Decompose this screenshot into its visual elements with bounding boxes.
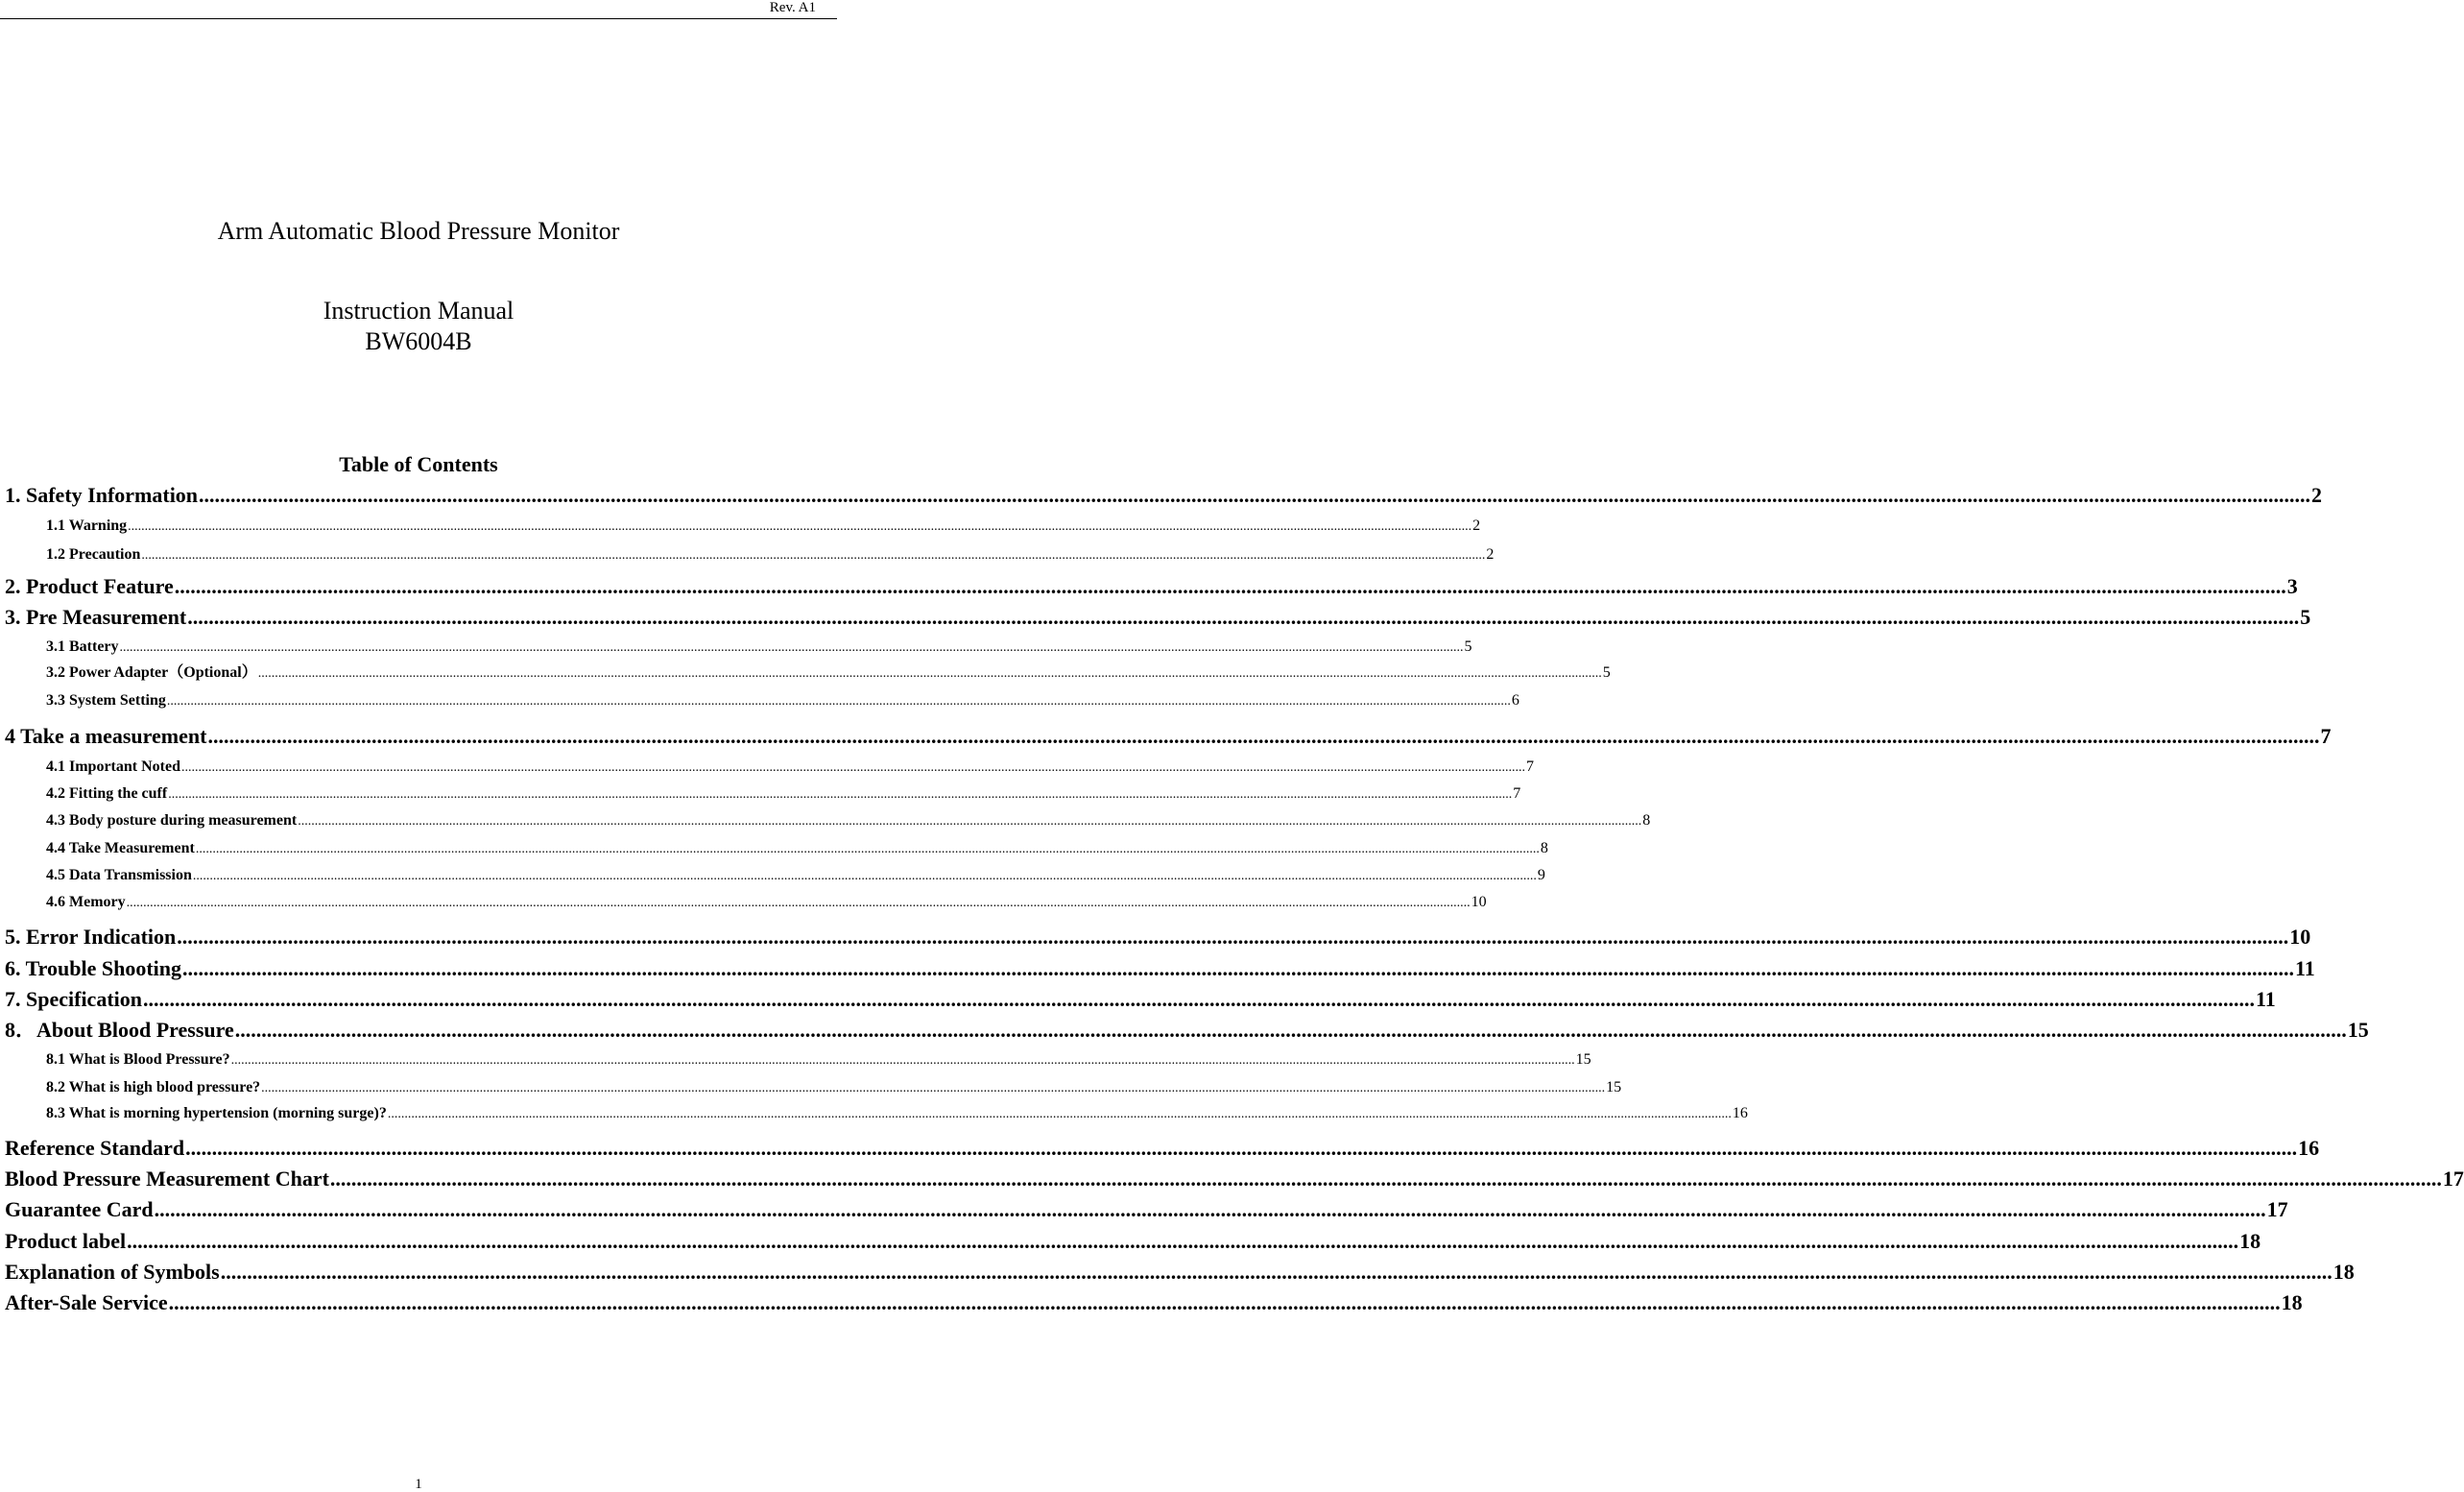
toc-entry-page: 18 xyxy=(2332,1260,2355,1284)
toc-leader-dots: ................................................................................................................................................................................................................................................................................................................................................................................................................ xyxy=(195,842,1540,856)
toc-leader-dots: ................................................................................................................................................................................................................................................................................................................................................................................................................ xyxy=(182,956,2295,980)
toc-entry-page: 9 xyxy=(1537,867,1545,883)
toc-entry[interactable] xyxy=(5,722,2332,751)
toc-entry[interactable] xyxy=(5,1258,2355,1287)
toc-entry[interactable] xyxy=(46,544,1495,566)
toc-entry-page: 17 xyxy=(2442,1167,2464,1191)
toc-leader-dots: ................................................................................................................................................................................................................................................................................................................................................................................................................ xyxy=(298,814,1642,829)
toc-entry[interactable] xyxy=(46,865,1545,887)
toc-entry-label: 8．About Blood Pressure xyxy=(5,1018,234,1042)
toc-entry[interactable] xyxy=(5,1227,2261,1256)
toc-entry-page: 2 xyxy=(1486,546,1495,563)
toc-entry[interactable] xyxy=(46,690,1519,712)
toc-entry-label: 4.3 Body posture during measurement xyxy=(46,812,298,829)
toc-leader-dots: ................................................................................................................................................................................................................................................................................................................................................................................................................ xyxy=(168,1290,2281,1314)
toc-entry[interactable] xyxy=(5,1016,2369,1045)
toc-entry-page: 10 xyxy=(1471,894,1487,910)
header-divider xyxy=(0,18,837,19)
toc-entry-label: 1. Safety Information xyxy=(5,483,199,507)
toc-entry[interactable] xyxy=(46,516,1481,538)
toc-entry-page: 7 xyxy=(1526,758,1534,775)
toc-entry-page: 5 xyxy=(1602,664,1611,681)
toc-leader-dots: ................................................................................................................................................................................................................................................................................................................................................................................................................ xyxy=(261,1081,1606,1095)
toc-leader-dots: ................................................................................................................................................................................................................................................................................................................................................................................................................ xyxy=(220,1260,2332,1284)
model-number: BW6004B xyxy=(365,327,472,355)
toc-entry-label: 1.2 Precaution xyxy=(46,546,141,563)
toc-leader-dots: ................................................................................................................................................................................................................................................................................................................................................................................................................ xyxy=(168,787,1513,802)
toc-leader-dots: ................................................................................................................................................................................................................................................................................................................................................................................................................ xyxy=(174,574,2286,598)
toc-leader-dots: ................................................................................................................................................................................................................................................................................................................................................................................................................ xyxy=(128,519,1472,534)
toc-entry-label: 8.2 What is high blood pressure? xyxy=(46,1079,261,1095)
toc-leader-dots: ................................................................................................................................................................................................................................................................................................................................................................................................................ xyxy=(127,1229,2239,1253)
toc-entry[interactable] xyxy=(5,1134,2320,1163)
toc-entry-page: 15 xyxy=(1575,1051,1591,1068)
toc-entry[interactable] xyxy=(5,603,2311,632)
toc-leader-dots: ................................................................................................................................................................................................................................................................................................................................................................................................................ xyxy=(126,896,1471,910)
toc-entry[interactable] xyxy=(46,637,1472,659)
toc-entry-label: 5. Error Indication xyxy=(5,925,177,949)
toc-entry[interactable] xyxy=(5,1165,2464,1193)
toc-entry-page: 8 xyxy=(1642,812,1651,829)
toc-entry-page: 6 xyxy=(1511,692,1519,709)
toc-leader-dots: ................................................................................................................................................................................................................................................................................................................................................................................................................ xyxy=(329,1167,2442,1191)
document-subtitle: Instruction Manual xyxy=(323,297,514,325)
toc-entry[interactable] xyxy=(46,810,1651,832)
toc-entry-page: 11 xyxy=(2295,956,2315,980)
toc-entry-label: Blood Pressure Measurement Chart xyxy=(5,1167,329,1191)
toc-entry-label: Guarantee Card xyxy=(5,1197,154,1221)
toc-entry[interactable] xyxy=(46,783,1521,806)
toc-leader-dots: ................................................................................................................................................................................................................................................................................................................................................................................................................ xyxy=(143,987,2255,1011)
toc-entry-label: 2. Product Feature xyxy=(5,574,174,598)
toc-entry-label: 4.5 Data Transmission xyxy=(46,867,192,883)
toc-entry-label: 3.2 Power Adapter（Optional） xyxy=(46,664,257,681)
toc-entry-label: After-Sale Service xyxy=(5,1290,168,1314)
toc-entry[interactable] xyxy=(5,923,2311,951)
toc-entry-label: 8.1 What is Blood Pressure? xyxy=(46,1051,230,1068)
toc-heading: Table of Contents xyxy=(339,452,498,476)
toc-entry-page: 7 xyxy=(2320,724,2332,748)
toc-leader-dots: ................................................................................................................................................................................................................................................................................................................................................................................................................ xyxy=(166,694,1511,709)
toc-leader-dots: ................................................................................................................................................................................................................................................................................................................................................................................................................ xyxy=(181,760,1525,775)
toc-leader-dots: ................................................................................................................................................................................................................................................................................................................................................................................................................ xyxy=(187,605,2300,629)
toc-entry[interactable] xyxy=(46,838,1548,860)
toc-entry-page: 7 xyxy=(1513,785,1521,802)
toc-entry-page: 8 xyxy=(1540,840,1548,856)
toc-entry-label: 3. Pre Measurement xyxy=(5,605,187,629)
toc-leader-dots: ................................................................................................................................................................................................................................................................................................................................................................................................................ xyxy=(119,640,1464,655)
toc-leader-dots: ................................................................................................................................................................................................................................................................................................................................................................................................................ xyxy=(230,1053,1575,1068)
page-number: 1 xyxy=(415,1477,422,1492)
toc-entry-label: 7. Specification xyxy=(5,987,142,1011)
toc-leader-dots: ................................................................................................................................................................................................................................................................................................................................................................................................................ xyxy=(199,483,2311,507)
toc-entry[interactable] xyxy=(46,1049,1591,1071)
toc-entry-label: 4.1 Important Noted xyxy=(46,758,180,775)
toc-entry-label: 1.1 Warning xyxy=(46,517,128,534)
toc-leader-dots: ................................................................................................................................................................................................................................................................................................................................................................................................................ xyxy=(192,869,1537,883)
toc-leader-dots: ................................................................................................................................................................................................................................................................................................................................................................................................................ xyxy=(387,1107,1732,1121)
toc-entry-page: 16 xyxy=(2298,1136,2320,1160)
toc-entry-page: 5 xyxy=(1464,638,1472,655)
toc-entry[interactable] xyxy=(5,1288,2303,1317)
toc-entry-page: 17 xyxy=(2266,1197,2288,1221)
revision-label: Rev. A1 xyxy=(769,0,816,15)
toc-entry-page: 3 xyxy=(2286,574,2298,598)
toc-entry-page: 18 xyxy=(2239,1229,2261,1253)
toc-entry-label: 4.4 Take Measurement xyxy=(46,840,195,856)
toc-entry-page: 2 xyxy=(2311,483,2323,507)
toc-leader-dots: ................................................................................................................................................................................................................................................................................................................................................................................................................ xyxy=(234,1018,2347,1042)
toc-entry-page: 10 xyxy=(2289,925,2311,949)
toc-entry-page: 15 xyxy=(1606,1079,1622,1095)
toc-entry-page: 2 xyxy=(1472,517,1481,534)
toc-entry-page: 5 xyxy=(2300,605,2311,629)
toc-entry-label: 4 Take a measurement xyxy=(5,724,207,748)
toc-entry[interactable] xyxy=(5,954,2315,983)
toc-leader-dots: ................................................................................................................................................................................................................................................................................................................................................................................................................ xyxy=(177,925,2289,949)
toc-entry[interactable] xyxy=(46,1077,1622,1099)
toc-entry-label: 3.3 System Setting xyxy=(46,692,166,709)
toc-entry-page: 16 xyxy=(1732,1105,1748,1121)
toc-entry[interactable] xyxy=(46,662,1611,685)
toc-entry-label: 3.1 Battery xyxy=(46,638,119,655)
toc-entry-label: Product label xyxy=(5,1229,127,1253)
toc-leader-dots: ................................................................................................................................................................................................................................................................................................................................................................................................................ xyxy=(207,724,2320,748)
toc-entry[interactable] xyxy=(46,892,1487,914)
toc-entry[interactable] xyxy=(5,481,2323,510)
toc-entry-page: 15 xyxy=(2347,1018,2369,1042)
toc-entry-label: 8.3 What is morning hypertension (morning surge)? xyxy=(46,1105,387,1121)
toc-entry-label: 4.6 Memory xyxy=(46,894,126,910)
toc-leader-dots: ................................................................................................................................................................................................................................................................................................................................................................................................................ xyxy=(257,666,1602,681)
toc-entry-page: 18 xyxy=(2281,1290,2303,1314)
toc-entry-label: Explanation of Symbols xyxy=(5,1260,220,1284)
toc-entry[interactable] xyxy=(5,572,2298,601)
toc-leader-dots: ................................................................................................................................................................................................................................................................................................................................................................................................................ xyxy=(154,1197,2266,1221)
toc-entry[interactable] xyxy=(5,985,2276,1014)
toc-entry[interactable] xyxy=(46,757,1534,779)
toc-entry-page: 11 xyxy=(2256,987,2276,1011)
toc-entry-label: 6. Trouble Shooting xyxy=(5,956,182,980)
toc-entry-label: Reference Standard xyxy=(5,1136,185,1160)
toc-entry[interactable] xyxy=(5,1195,2288,1224)
document-title: Arm Automatic Blood Pressure Monitor xyxy=(217,217,620,245)
toc-leader-dots: ................................................................................................................................................................................................................................................................................................................................................................................................................ xyxy=(141,548,1486,563)
toc-leader-dots: ................................................................................................................................................................................................................................................................................................................................................................................................................ xyxy=(185,1136,2298,1160)
toc-entry-label: 4.2 Fitting the cuff xyxy=(46,785,168,802)
toc-entry[interactable] xyxy=(46,1103,1748,1125)
